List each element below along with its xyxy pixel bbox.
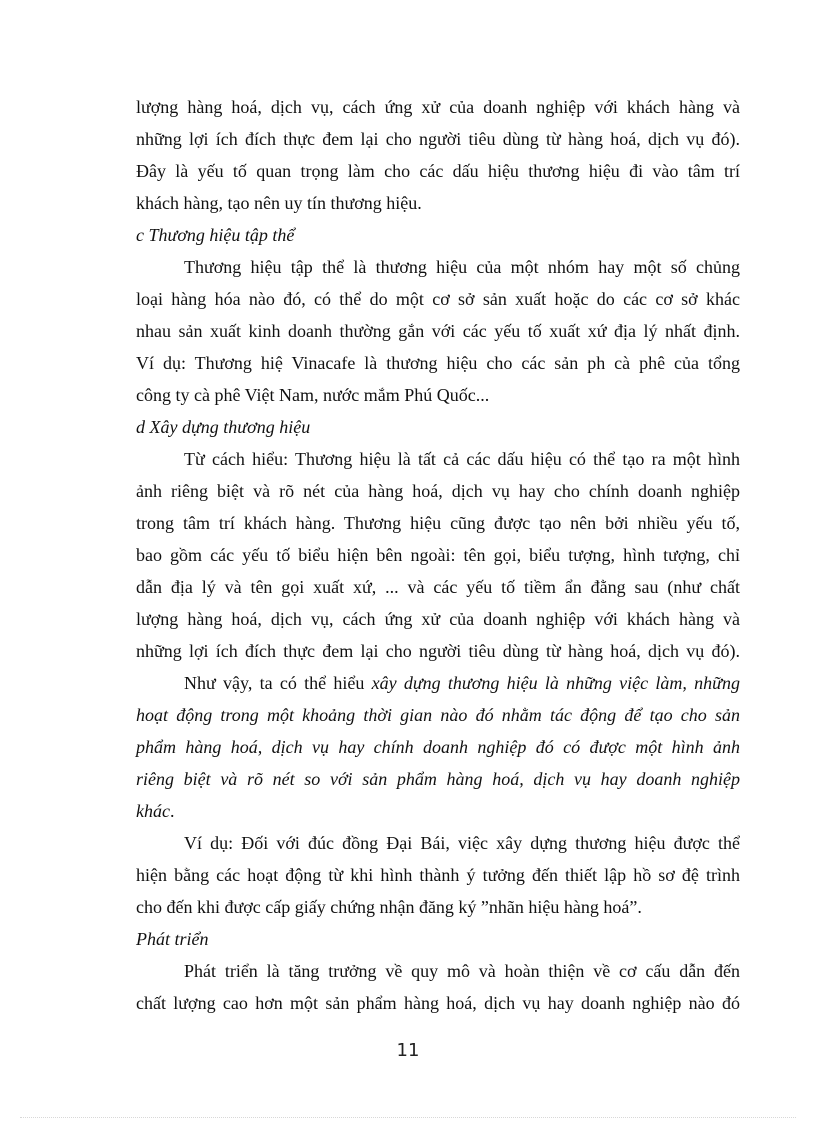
text-line: hiện bằng các hoạt động từ khi hình thành ý tưởng đến thiết lập hồ sơ đệ trình bbox=[136, 865, 740, 885]
text-line: chất lượng cao hơn một sản phẩm hàng hoá, dịch vụ hay doanh nghiệp nào đó bbox=[136, 993, 740, 1013]
text-line: phẩm hàng hoá, dịch vụ hay chính doanh nghiệp đó có được một hình ảnh bbox=[136, 737, 740, 757]
text-line: Thương hiệu tập thể là thương hiệu của một nhóm hay một số chủng bbox=[184, 257, 740, 277]
text-line bbox=[136, 795, 740, 827]
italic-text-run: xây dựng thương hiệu là những việc làm, những bbox=[371, 673, 740, 693]
text-line: bao gồm các yếu tố biểu hiện bên ngoài: tên gọi, biểu tượng, hình tượng, chỉ bbox=[136, 545, 740, 565]
page-number: 11 bbox=[396, 1040, 420, 1061]
text-line: lượng hàng hoá, dịch vụ, cách ứng xử của doanh nghiệp với khách hàng và bbox=[136, 97, 740, 117]
text-line: khách hàng, tạo nên uy tín thương hiệu. bbox=[136, 193, 422, 213]
text-line: Từ cách hiểu: Thương hiệu là tất cả các dấu hiệu có thể tạo ra một hình bbox=[184, 449, 740, 469]
text-line: cho đến khi được cấp giấy chứng nhận đăng ký ”nhãn hiệu hàng hoá”. bbox=[136, 897, 642, 917]
section-heading: d Xây dựng thương hiệu bbox=[136, 417, 311, 437]
text-line: ảnh riêng biệt và rõ nét của hàng hoá, dịch vụ hay cho chính doanh nghiệp bbox=[136, 481, 740, 501]
text-line: Đây là yếu tố quan trọng làm cho các dấu hiệu thương hiệu đi vào tâm trí bbox=[136, 161, 740, 181]
text-line: lượng hàng hoá, dịch vụ, cách ứng xử của doanh nghiệp với khách hàng và bbox=[136, 609, 740, 629]
text-line bbox=[136, 667, 740, 699]
text-line: dẫn địa lý và tên gọi xuất xứ, ... và các yếu tố tiềm ẩn đằng sau (như chất bbox=[136, 577, 740, 597]
section-heading: c Thương hiệu tập thể bbox=[136, 225, 295, 245]
text-line: Ví dụ: Đối với đúc đồng Đại Bái, việc xây dựng thương hiệu được thể bbox=[184, 833, 740, 853]
text-line: công ty cà phê Việt Nam, nước mắm Phú Quốc... bbox=[136, 385, 490, 405]
text-line: nhau sản xuất kinh doanh thường gắn với các yếu tố xuất xứ địa lý nhất định. bbox=[136, 321, 740, 341]
text-line: Phát triển là tăng trưởng về quy mô và hoàn thiện về cơ cấu dẫn đến bbox=[184, 961, 740, 981]
text-line: hoạt động trong một khoảng thời gian nào đó nhằm tác động để tạo cho sản bbox=[136, 705, 740, 725]
page-body-text bbox=[136, 91, 740, 1019]
text-run: . bbox=[169, 801, 175, 821]
text-line: loại hàng hóa nào đó, có thể do một cơ sở sản xuất hoặc do các cơ sở khác bbox=[136, 289, 740, 309]
text-line: riêng biệt và rõ nét so với sản phẩm hàng hoá, dịch vụ hay doanh nghiệp bbox=[136, 769, 740, 789]
section-heading: Phát triển bbox=[136, 929, 209, 949]
page-bottom-divider bbox=[20, 1117, 796, 1118]
text-run: Như vậy, ta có thể hiểu bbox=[184, 673, 372, 693]
italic-text-run: khác bbox=[136, 801, 170, 821]
text-line: Ví dụ: Thương hiệ Vinacafe là thương hiệu cho các sản ph cà phê của tổng bbox=[136, 353, 740, 373]
text-line: những lợi ích đích thực đem lại cho người tiêu dùng từ hàng hoá, dịch vụ đó). bbox=[136, 641, 740, 661]
text-line: trong tâm trí khách hàng. Thương hiệu cũng được tạo nên bởi nhiều yếu tố, bbox=[136, 513, 740, 533]
text-line: những lợi ích đích thực đem lại cho người tiêu dùng từ hàng hoá, dịch vụ đó). bbox=[136, 129, 740, 149]
